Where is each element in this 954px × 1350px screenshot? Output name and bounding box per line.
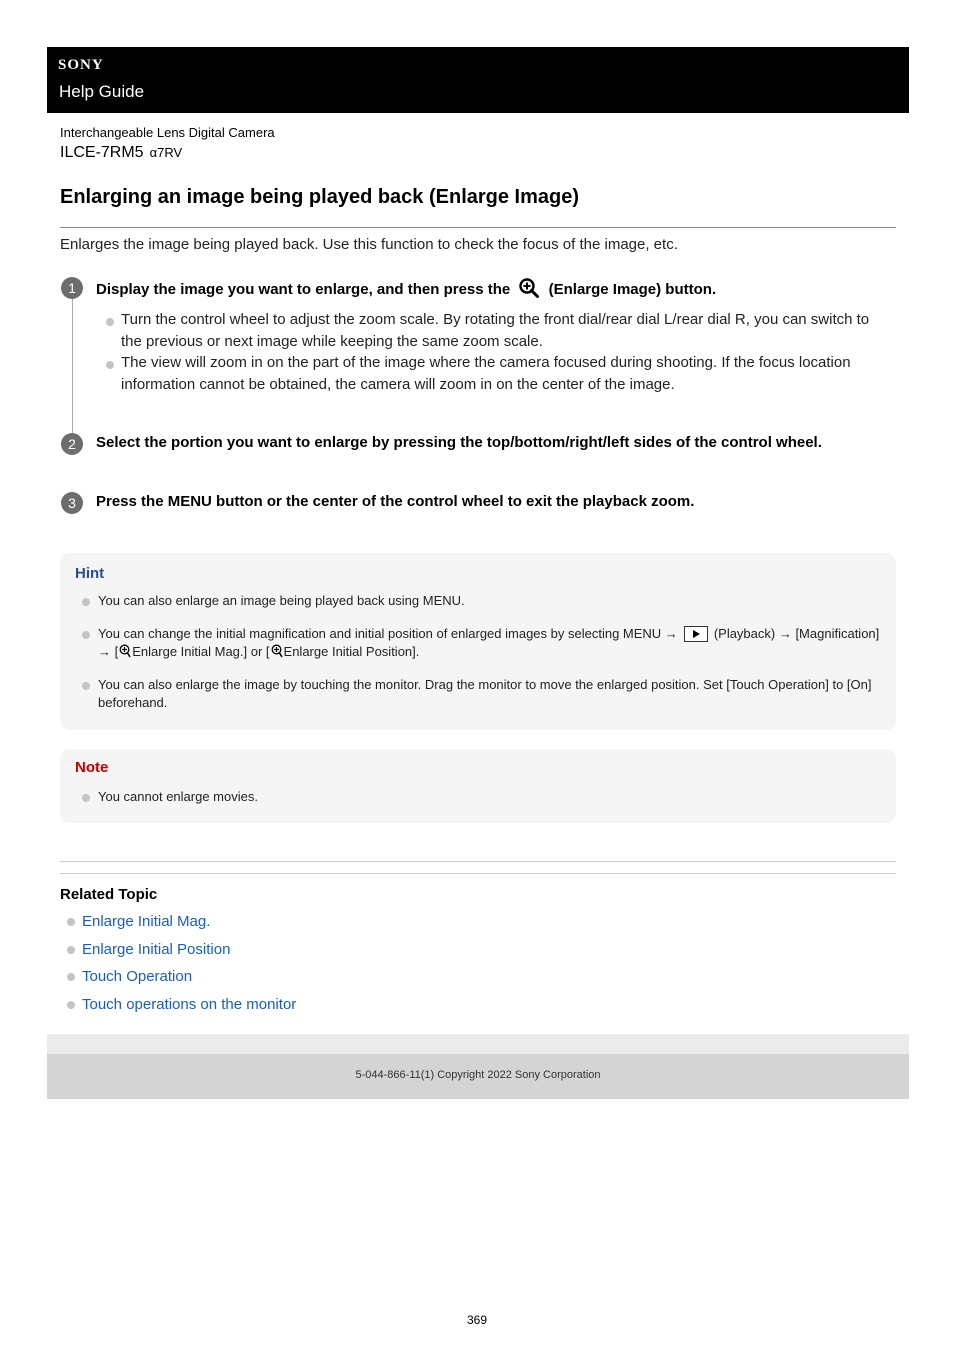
step-3-number: 3 — [61, 492, 83, 514]
note-title: Note — [75, 759, 109, 776]
list-item: Turn the control wheel to adjust the zoom scale. By rotating the front dial/rear dial L/rear dial R, you can switch to the previous or next image while keeping the same zoom scale. — [104, 309, 894, 352]
page-title: Enlarging an image being played back (Enlarge Image) — [60, 186, 580, 208]
help-guide-title: Help Guide — [59, 82, 145, 101]
product-category: Interchangeable Lens Digital Camera — [60, 125, 275, 140]
playback-icon — [684, 626, 708, 642]
bullet-icon — [82, 682, 90, 690]
enlarge-small-icon — [119, 644, 131, 658]
bullet-icon — [67, 973, 75, 981]
enlarge-image-icon — [518, 277, 540, 303]
model-name — [60, 144, 182, 162]
hint-title: Hint — [75, 565, 105, 582]
bullet-icon — [82, 598, 90, 606]
list-item: You can also enlarge an image being played back using MENU. — [82, 592, 882, 611]
step-1-text — [96, 277, 716, 303]
hint-box — [60, 553, 896, 730]
title-divider — [60, 227, 896, 228]
step-2-number: 2 — [61, 433, 83, 455]
related-link-touch-operations-monitor[interactable]: Touch operations on the monitor — [82, 995, 297, 1013]
intro-text: Enlarges the image being played back. Use this function to check the focus of the image, etc. — [60, 236, 678, 253]
related-link-touch-operation[interactable]: Touch Operation — [82, 968, 193, 985]
alt-model-name: α7RV — [149, 145, 183, 160]
sony-logo: SONY — [58, 57, 104, 73]
step-3-text: Press the MENU button or the center of the control wheel to exit the playback zoom. — [96, 493, 695, 510]
bullet-icon — [106, 361, 114, 369]
related-item — [66, 911, 296, 939]
related-item — [66, 994, 296, 1022]
section-divider — [60, 861, 896, 862]
bullet-icon — [82, 631, 90, 639]
step-connector-line — [72, 288, 73, 443]
step-2-text: Select the portion you want to enlarge by pressing the top/bottom/right/left sides of the control wheel. — [96, 434, 822, 451]
related-item — [66, 966, 296, 994]
step-1-number: 1 — [61, 277, 83, 299]
section-divider — [60, 873, 896, 874]
hint-list — [82, 592, 882, 713]
list-item: You can also enlarge the image by touching the monitor. Drag the monitor to move the enlarged position. Set [Touch Operation] to [On] beforehand. — [82, 676, 882, 713]
step-1-text-before: Display the image you want to enlarge, and then press the — [96, 280, 511, 298]
list-item: You cannot enlarge movies. — [82, 788, 882, 807]
related-link-enlarge-initial-position[interactable]: Enlarge Initial Position — [82, 940, 231, 958]
related-topic-heading: Related Topic — [60, 886, 158, 903]
bullet-icon — [67, 1001, 75, 1009]
related-item — [66, 939, 296, 967]
note-list — [82, 788, 882, 807]
bullet-icon — [106, 318, 114, 326]
enlarge-small-icon — [271, 644, 283, 658]
page-header — [47, 47, 909, 113]
model-number: ILCE-7RM5 — [60, 144, 144, 161]
bullet-icon — [82, 794, 90, 802]
related-link-enlarge-initial-mag[interactable]: Enlarge Initial Mag. — [82, 913, 211, 930]
copyright-text: 5-044-866-11(1) Copyright 2022 Sony Corporation — [355, 1069, 601, 1081]
list-item: You can change the initial magnification and initial position of enlarged images by selecting MENU → (Playback) → [Magnification] → [ Enlarge Initial Mag.] or [ Enlarge Initial Position]. — [82, 625, 882, 662]
step-1-text-after: (Enlarge Image) button. — [548, 280, 717, 298]
bullet-icon — [67, 918, 75, 926]
page-number: 369 — [466, 1313, 488, 1327]
step-1-bullets — [104, 309, 894, 395]
related-topic-list — [66, 911, 296, 1021]
bullet-icon — [67, 946, 75, 954]
note-box — [60, 749, 896, 823]
page-footer — [47, 1054, 909, 1099]
footer-band — [47, 1034, 909, 1054]
list-item: The view will zoom in on the part of the image where the camera focused during shooting. If the focus location information cannot be obtained, the camera will zoom in on the center of the image. — [104, 352, 894, 395]
